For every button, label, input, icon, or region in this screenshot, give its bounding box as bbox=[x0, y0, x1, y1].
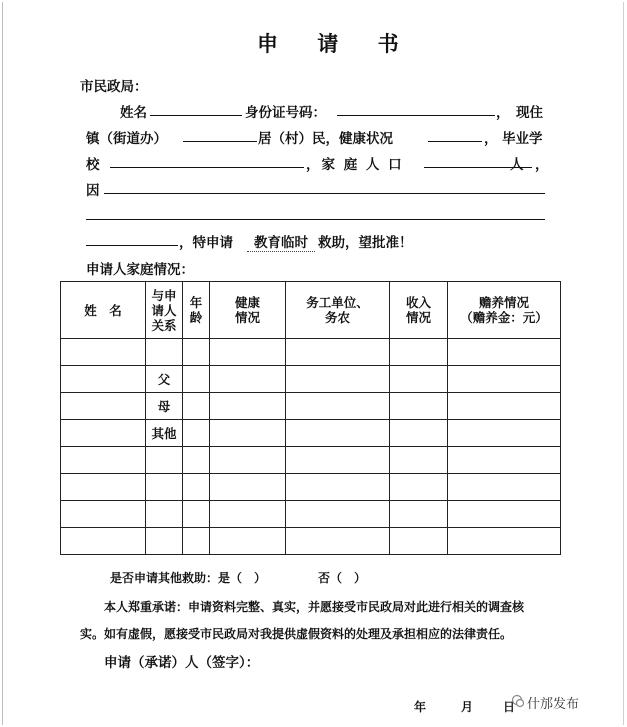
table-cell[interactable] bbox=[210, 366, 286, 393]
table-cell[interactable] bbox=[448, 339, 561, 366]
table-cell[interactable] bbox=[210, 528, 286, 555]
table-row bbox=[61, 447, 561, 474]
date-day: 日 bbox=[503, 700, 516, 714]
column-header bbox=[146, 282, 183, 339]
column-header-line: 关系 bbox=[151, 317, 177, 333]
table-cell[interactable] bbox=[61, 393, 146, 420]
town-label: 镇（街道办） bbox=[86, 131, 167, 147]
table-cell[interactable] bbox=[183, 339, 210, 366]
column-header bbox=[210, 282, 286, 339]
reason-field-cont[interactable] bbox=[86, 219, 545, 220]
table-cell[interactable] bbox=[183, 474, 210, 501]
table-cell[interactable] bbox=[61, 420, 146, 447]
table-body bbox=[61, 339, 561, 555]
table-cell[interactable] bbox=[286, 420, 390, 447]
column-header-line: 请人 bbox=[151, 302, 177, 318]
school-label-cont: 校 bbox=[86, 157, 100, 173]
residence-label: 现住 bbox=[516, 105, 543, 121]
table-row bbox=[61, 339, 561, 366]
relation-cell[interactable] bbox=[146, 339, 183, 366]
table-cell[interactable] bbox=[210, 420, 286, 447]
column-header bbox=[390, 282, 448, 339]
table-cell[interactable] bbox=[390, 528, 448, 555]
relation-cell[interactable] bbox=[146, 528, 183, 555]
table-cell[interactable] bbox=[183, 393, 210, 420]
addressee: 市民政局： bbox=[80, 79, 148, 95]
column-header-line: 务工单位、 bbox=[306, 295, 369, 310]
table-cell[interactable] bbox=[390, 339, 448, 366]
column-header-line: 年 bbox=[189, 295, 203, 310]
column-header bbox=[448, 282, 561, 339]
aid-type: 教育临时 bbox=[247, 231, 315, 252]
family-table bbox=[60, 281, 561, 555]
table-cell[interactable] bbox=[390, 366, 448, 393]
other-aid-no: 否（ ） bbox=[318, 571, 367, 585]
table-cell[interactable] bbox=[448, 393, 561, 420]
document-title: 申 请 书 bbox=[257, 32, 415, 56]
column-header-line: 收入 bbox=[405, 295, 431, 310]
family-label: ，家 庭 人 口 bbox=[306, 157, 404, 173]
pledge-line-2: 实。如有虚假，愿接受市民政局对我提供虚假资料的处理及承担相应的法律责任。 bbox=[80, 627, 513, 641]
column-header-line: 务农 bbox=[324, 310, 350, 325]
relation-cell[interactable]: 母 bbox=[146, 393, 183, 420]
column-header bbox=[61, 282, 146, 339]
table-cell[interactable] bbox=[286, 366, 390, 393]
relation-cell[interactable]: 父 bbox=[146, 366, 183, 393]
table-row bbox=[61, 474, 561, 501]
table-cell[interactable] bbox=[448, 501, 561, 528]
table-cell[interactable] bbox=[286, 339, 390, 366]
date-month: 月 bbox=[461, 700, 474, 714]
family-section-label: 申请人家庭情况： bbox=[86, 262, 194, 278]
table-row bbox=[61, 528, 561, 555]
table-row bbox=[61, 366, 561, 393]
table-cell[interactable] bbox=[448, 447, 561, 474]
column-header-line: 情况 bbox=[405, 310, 431, 325]
id-label: 身份证号码： bbox=[245, 105, 326, 121]
table-cell[interactable] bbox=[390, 393, 448, 420]
table-cell[interactable] bbox=[286, 447, 390, 474]
table-cell[interactable] bbox=[183, 420, 210, 447]
pledge-line-1: 本人郑重承诺：申请资料完整、真实，并愿接受市民政局对此进行相关的调查核 bbox=[104, 600, 525, 614]
table-cell[interactable] bbox=[61, 528, 146, 555]
relation-cell[interactable] bbox=[146, 474, 183, 501]
column-header-line: 健康 bbox=[234, 295, 260, 310]
table-row bbox=[61, 393, 561, 420]
persons-unit: 人 bbox=[510, 157, 524, 173]
table-row bbox=[61, 420, 561, 447]
table-cell[interactable] bbox=[390, 474, 448, 501]
applicant-field[interactable] bbox=[86, 245, 178, 246]
column-header bbox=[286, 282, 390, 339]
table-cell[interactable] bbox=[448, 420, 561, 447]
column-header bbox=[183, 282, 210, 339]
reason-field[interactable] bbox=[104, 193, 545, 194]
table-cell[interactable] bbox=[210, 474, 286, 501]
table-row bbox=[61, 501, 561, 528]
table-cell[interactable] bbox=[448, 366, 561, 393]
table-cell[interactable] bbox=[210, 393, 286, 420]
school-label: 毕业学 bbox=[502, 131, 543, 147]
comma: ， bbox=[535, 157, 549, 173]
name-field[interactable] bbox=[150, 115, 242, 116]
table-cell[interactable] bbox=[448, 528, 561, 555]
signature-label: 申请（承诺）人（签字）： bbox=[104, 655, 260, 671]
column-header-line: 情况 bbox=[234, 310, 260, 325]
other-aid-question: 是否申请其他救助：是（ ） bbox=[110, 571, 267, 585]
relation-cell[interactable] bbox=[146, 501, 183, 528]
table-cell[interactable] bbox=[183, 366, 210, 393]
request-prefix: ，特申请 bbox=[179, 235, 233, 251]
table-cell[interactable] bbox=[210, 447, 286, 474]
id-number-field[interactable] bbox=[337, 115, 495, 116]
table-header-row bbox=[61, 282, 561, 339]
health-field[interactable] bbox=[428, 141, 482, 142]
name-label: 姓名 bbox=[120, 105, 147, 121]
request-suffix: 救助，望批准！ bbox=[318, 235, 413, 251]
date-year: 年 bbox=[414, 700, 427, 714]
table-cell[interactable] bbox=[286, 501, 390, 528]
table-cell[interactable] bbox=[286, 393, 390, 420]
table-cell[interactable] bbox=[61, 474, 146, 501]
comma: ， bbox=[496, 105, 510, 121]
column-header-line: 姓 名 bbox=[84, 302, 122, 318]
relation-cell[interactable] bbox=[146, 447, 183, 474]
column-header-line: （赡养金：元） bbox=[460, 310, 548, 325]
town-field[interactable] bbox=[183, 141, 257, 142]
table-cell[interactable] bbox=[183, 447, 210, 474]
table-cell[interactable] bbox=[61, 366, 146, 393]
table-cell[interactable] bbox=[210, 501, 286, 528]
table-cell[interactable] bbox=[61, 447, 146, 474]
table-cell[interactable] bbox=[183, 528, 210, 555]
village-label: 居（村）民，健康状况 bbox=[258, 131, 393, 147]
comma: ， bbox=[484, 131, 498, 147]
table-cell[interactable] bbox=[61, 339, 146, 366]
watermark: 什邡发布 bbox=[527, 697, 580, 712]
table-cell[interactable] bbox=[448, 474, 561, 501]
reason-label: 因 bbox=[86, 183, 100, 199]
table-cell[interactable] bbox=[286, 528, 390, 555]
school-field[interactable] bbox=[110, 167, 304, 168]
table-cell[interactable] bbox=[390, 420, 448, 447]
table-cell[interactable] bbox=[183, 501, 210, 528]
wechat-logo-icon bbox=[511, 694, 525, 708]
relation-cell[interactable]: 其他 bbox=[146, 420, 183, 447]
table-cell[interactable] bbox=[286, 474, 390, 501]
table-cell[interactable] bbox=[390, 501, 448, 528]
column-header-line: 赡养情况 bbox=[478, 295, 529, 310]
table-cell[interactable] bbox=[210, 339, 286, 366]
column-header-line: 龄 bbox=[189, 310, 203, 325]
column-header-line: 与申 bbox=[151, 287, 177, 303]
table-cell[interactable] bbox=[390, 447, 448, 474]
table-cell[interactable] bbox=[61, 501, 146, 528]
